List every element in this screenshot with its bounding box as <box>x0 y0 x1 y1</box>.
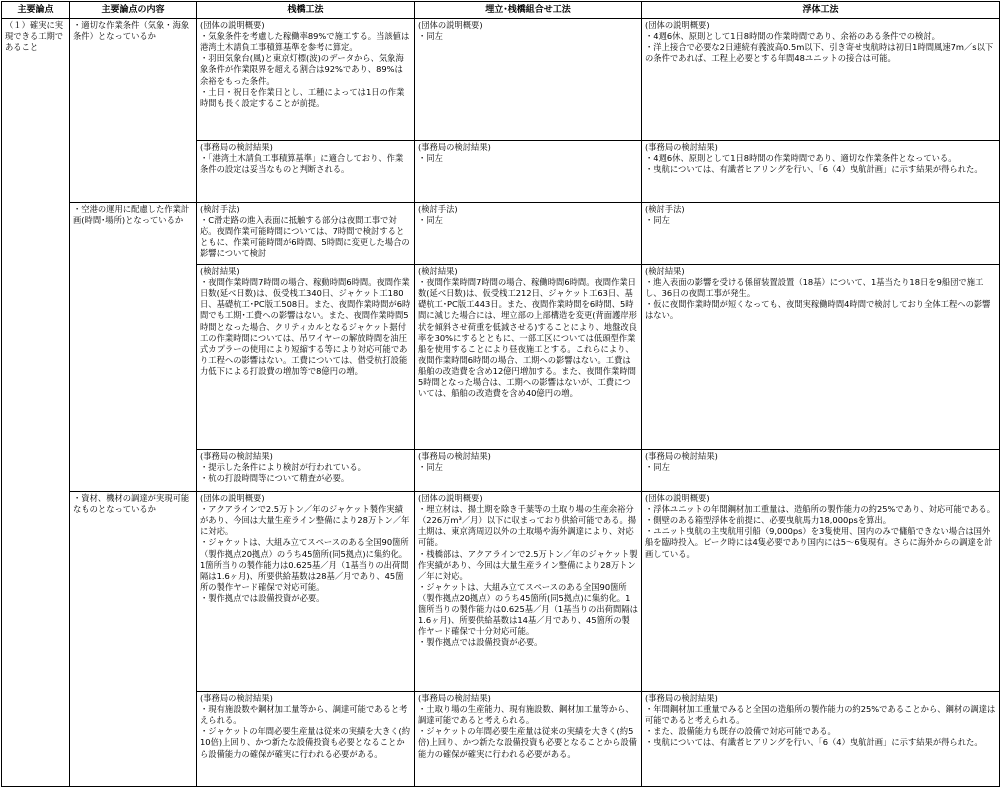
cell-heading: (事務局の検討結果) <box>645 142 718 153</box>
cell-text: ・夜間作業時間7時間の場合、稼働時間6時間。夜間作業日数(延べ日数)は、仮受桟工212日、ジャケット工63日、基礎杭工･PC版工443日。また、夜間作業時間を6時間、5時間に減じた場合には、埋立部の上部構造を変更(背面護岸形状を傾斜させ荷重を低減させる)することにより、地盤改良率を30%にするとともに、一部工区については低頭型作業船を使用することにより昼夜施工とする。これらにより、夜間作業時間6時間の場合、工期への影響はない。工費は船舶の改造費を含め12億円増加する。また、夜間作業時間5時間となった場合は、工期への影響はないが、工費については、船舶の改造費を含め40億円の増。 <box>418 277 637 399</box>
floating-method-cell <box>642 450 1000 492</box>
cell-heading: (事務局の検討結果) <box>200 693 273 704</box>
cell-text: ・浮体ユニットの年間鋼材加工重量は、造船所の製作能力の約25%であり、対応可能である。 <box>645 504 995 515</box>
combined-method-cell <box>415 450 642 492</box>
pier-method-cell <box>197 19 415 141</box>
cell-heading: (検討手法) <box>200 204 240 215</box>
header-pier-method: 桟橋工法 <box>197 2 415 19</box>
cell-heading: (事務局の検討結果) <box>645 451 718 462</box>
cell-text: ・年間鋼材加工重量でみると全国の造船所の製作能力の約25%であることから、鋼材の調達は可能であると考えられる。 <box>645 704 996 726</box>
floating-method-cell <box>642 492 1000 692</box>
cell-text: ・気象条件を考慮した稼働率89%で施工する。当該値は港湾土木請負工事積算基準を参考に算定。 <box>200 31 410 53</box>
main-issue-cell: （１）確実に実現できる工期であること <box>2 19 70 787</box>
cell-heading: (検討手法) <box>418 204 458 215</box>
cell-text: ・ジャケットの年間必要生産量は従来の実績を大きく(約5倍)上回り、かつ新たな設備投資も必要となることから設備能力の確保が確実に行われる必要がある。 <box>418 726 637 759</box>
cell-text: ・同左 <box>418 31 443 42</box>
cell-heading: (事務局の検討結果) <box>418 451 491 462</box>
cell-text: ・4週6休、原則として1日8時間の作業時間であり、適切な作業条件となっている。 <box>645 153 957 164</box>
table-body <box>2 19 1000 787</box>
cell-text: ・C滑走路の進入表面に抵触する部分は夜間工事で対応。夜間作業可能時間については、7時間で検討するとともに、作業可能時間が6時間、5時間に変更した場合の影響について検討 <box>200 215 410 259</box>
cell-heading: (検討手法) <box>645 204 685 215</box>
cell-text: ・進入表面の影響を受ける係留装置設置（18基）について、1基当たり18日を9船団で施工し、36日の夜間工事が発生。 <box>645 277 984 299</box>
cell-text: ・同左 <box>645 462 670 473</box>
cell-text: ・製作拠点では設備投資が必要。 <box>418 637 543 648</box>
pier-method-cell <box>197 265 415 450</box>
cell-text: ・杭の打設時間等について精査が必要。 <box>200 473 350 484</box>
pier-method-cell <box>197 492 415 692</box>
cell-text: ・同左 <box>418 462 443 473</box>
cell-heading: (事務局の検討結果) <box>418 142 491 153</box>
pier-method-cell <box>197 141 415 203</box>
cell-text: ・製作拠点では設備投資が必要。 <box>200 593 325 604</box>
pier-method-cell <box>197 203 415 265</box>
cell-text: ・同左 <box>418 215 443 226</box>
cell-heading: (団体の説明概要) <box>418 20 483 31</box>
cell-text: ・羽田気象台(風)と東京灯標(波)のデータから、気象海象条件が作業限界を超える割合は92%であり、89%は余裕をもった条件。 <box>200 53 404 86</box>
header-issue-content: 主要論点の内容 <box>70 2 197 19</box>
cell-heading: (団体の説明概要) <box>200 20 265 31</box>
combined-method-cell <box>415 492 642 692</box>
cell-text: ・仮に夜間作業時間が短くなっても、夜間実稼働時間4時間で検討しており全体工程への影響はない。 <box>645 299 991 321</box>
cell-text: ・曳航については、有識者ヒアリングを行い、「6（4）曳航計画」に示す結果が得られた。 <box>645 164 983 175</box>
cell-text: ・夜間作業時間7時間の場合、稼動時間6時間。夜間作業日数(延べ日数)は、仮受桟工340日、ジャケット工180日、基礎杭工･PC版工508日。また、夜間作業時間が6時間でも工期･工費への影響はない。また、夜間作業時間5時間となった場合、クリティカルとなるジャケット据付工の作業時間については、吊ワイヤーの解放時間を油圧式カプラーの使用により短縮する等により対応可能であり工程への影響はない。工費については、借受杭打設能力低下による打設費の増加等で8億円の増。 <box>200 277 411 377</box>
cell-text: ・土日・祝日を作業日とし、工種によっては1日の作業時間も長く設定することが前提。 <box>200 86 405 108</box>
header-row <box>2 2 1000 19</box>
cell-heading: (事務局の検討結果) <box>418 693 491 704</box>
combined-method-cell <box>415 265 642 450</box>
issue-content-cell: ・空港の運用に配慮した作業計画(時間･場所)となっているか <box>70 203 197 492</box>
header-main-issue: 主要論点 <box>2 2 70 19</box>
table-row <box>2 19 1000 141</box>
cell-text: ・現有施設数や鋼材加工量等から、調達可能であると考えられる。 <box>200 704 408 726</box>
header-combined-method: 埋立･桟橋組合せ工法 <box>415 2 642 19</box>
floating-method-cell <box>642 141 1000 203</box>
cell-text: ・同左 <box>418 153 443 164</box>
cell-heading: (団体の説明概要) <box>645 20 710 31</box>
cell-text: ・洋上接合で必要な2日連続有義波高0.5m以下、引き寄せ曳航時は初日1時間風速7m／s以下の条件であれば、工程上必要とする年間48ユニットの接合は可能。 <box>645 42 994 64</box>
issue-content-cell: ・資材、機材の調達が実現可能なものとなっているか <box>70 492 197 787</box>
cell-heading: (団体の説明概要) <box>645 493 710 504</box>
table-row <box>2 203 1000 265</box>
evaluation-table <box>1 1 1000 787</box>
cell-heading: (検討結果) <box>200 266 240 277</box>
combined-method-cell <box>415 203 642 265</box>
cell-text: ・同左 <box>645 215 670 226</box>
cell-heading: (事務局の検討結果) <box>645 693 718 704</box>
cell-text: ・曳航については、有識者ヒアリングを行い、「6（4）曳航計画」に示す結果が得られた。 <box>645 737 983 748</box>
cell-heading: (検討結果) <box>645 266 685 277</box>
floating-method-cell <box>642 265 1000 450</box>
combined-method-cell <box>415 141 642 203</box>
cell-heading: (団体の説明概要) <box>418 493 483 504</box>
cell-text: ・桟橋部は、アクアラインで2.5万トン／年のジャケット製作実績があり、今回は大量生産ライン整備により28万トン／年に対応。 <box>418 548 638 581</box>
cell-text: ・また、設備能力も既存の設備で対応可能である。 <box>645 726 836 737</box>
floating-method-cell <box>642 203 1000 265</box>
cell-text: ・ジャケットは、大組み立てスペースのある全国90箇所（製作拠点20拠点）のうち45箇所(同5拠点)に集約化。1箇所当りの製作能力は0.625基／月（1基当りの出荷間隔は1.6ヶ月)、所要供給基数は14基／月であり、45箇所の製作ヤード確保で十分対応可能。 <box>418 581 638 637</box>
cell-text: ・ジャケットは、大組み立てスペースのある全国90箇所（製作拠点20拠点）のうち45箇所(同5拠点)に集約化。1箇所当りの製作能力は0.625基／月（1基当りの出荷間隔は1.6ヶ月)、所要供給基数は28基／月であり、45箇所の製作ヤード確保で対応可能。 <box>200 537 409 592</box>
cell-text: ・埋立材は、揚土期を除き千葉等の土取り場の生産余裕分（226万m³／月）以下に収まっており供給可能である。揚土期は、東京湾周辺以外の土取場や海外調達により、対応可能。 <box>418 504 637 548</box>
combined-method-cell <box>415 692 642 787</box>
cell-text: ・ユニット曳航の主曳航用引船（9,000ps）を3隻使用、国内のみで傭船できない場合は国外船を臨時投入。ピーク時には4隻必要であり国内には5～6隻現有。さらに海外からの調達を計画している。 <box>645 526 993 559</box>
cell-heading: (検討結果) <box>418 266 458 277</box>
pier-method-cell <box>197 450 415 492</box>
cell-heading: (団体の説明概要) <box>200 493 265 504</box>
cell-heading: (事務局の検討結果) <box>200 451 273 462</box>
cell-text: ・側壁のある箱型浮体を前提に、必要曳航馬力18,000psを算出。 <box>645 515 892 526</box>
issue-content-cell: ・適切な作業条件（気象・海象条件）となっているか <box>70 19 197 203</box>
cell-text: ・アクアラインで2.5万トン／年のジャケット製作実績があり、今回は大量生産ライン整備により28万トン／年に対応。 <box>200 504 410 537</box>
combined-method-cell <box>415 19 642 141</box>
floating-method-cell <box>642 692 1000 787</box>
cell-text: ・4週6休、原則として1日8時間の作業時間であり、余裕のある条件での検討。 <box>645 31 940 42</box>
cell-text: ・「港湾土木請負工事積算基準」に適合しており、作業条件の設定は妥当なものと判断される。 <box>200 153 404 175</box>
cell-text: ・土取り場の生産能力、現有施設数、鋼材加工量等から、調達可能であると考えられる。 <box>418 704 634 726</box>
floating-method-cell <box>642 19 1000 141</box>
table-row <box>2 492 1000 692</box>
cell-text: ・提示した条件により検討が行われている。 <box>200 462 366 473</box>
header-floating-method: 浮体工法 <box>642 2 1000 19</box>
cell-heading: (事務局の検討結果) <box>200 142 273 153</box>
pier-method-cell <box>197 692 415 787</box>
cell-text: ・ジャケットの年間必要生産量は従来の実績を大きく(約10倍)上回り、かつ新たな設備投資も必要となることから設備能力の確保が確実に行われる必要がある。 <box>200 726 411 759</box>
